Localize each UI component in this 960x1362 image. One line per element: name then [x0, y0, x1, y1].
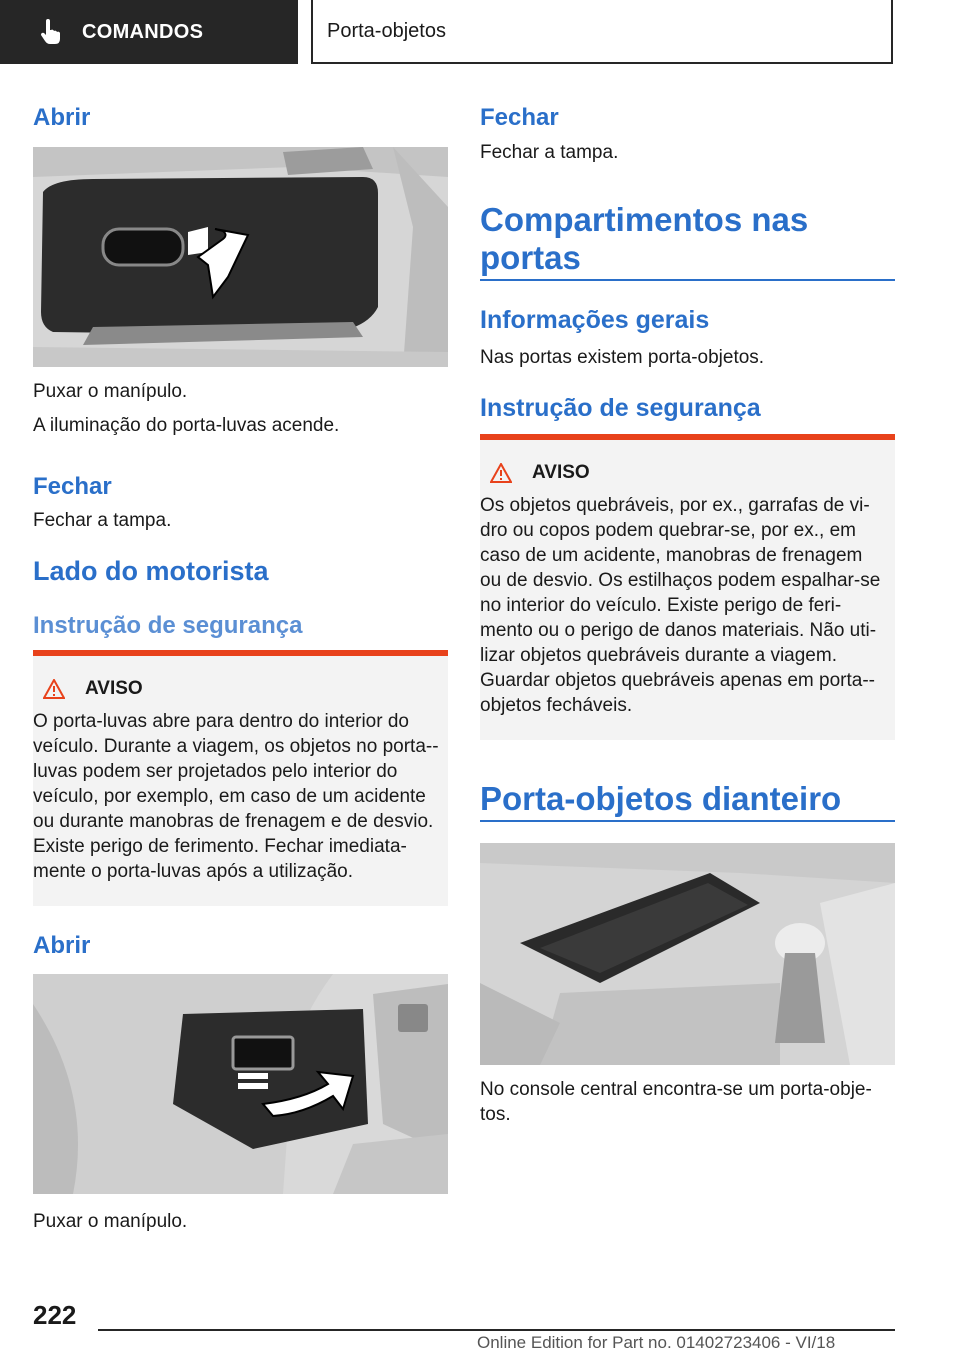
- front-storage-heading: Porta-objetos dianteiro: [480, 780, 842, 817]
- glovebox-open-figure: [33, 147, 448, 367]
- warning-triangle-icon: [490, 463, 512, 483]
- fechar-heading-right: Fechar: [480, 104, 559, 131]
- edition-text: Online Edition for Part no. 01402723406 - VI/18: [477, 1333, 836, 1352]
- fechar-heading: Fechar: [33, 473, 112, 500]
- page-number: 222: [33, 1300, 77, 1330]
- driver-side-heading: Lado do motorista: [33, 556, 269, 586]
- footer-rule: [98, 1329, 895, 1331]
- page-topic-header: [311, 0, 893, 64]
- safety-heading-left: Instrução de segurança: [33, 612, 303, 639]
- warning-text: O porta-luvas abre para dentro do interior do veículo. Durante a viagem, os objetos no porta--luvas podem ser projetados pelo interior do veículo, por exemplo, em caso de um acidente ou durante manobras de frenagem e de desvio. Existe perigo de ferimento. Fechar imediata-mente o porta-luvas após a utilização.: [33, 711, 439, 882]
- pointing-hand-icon: [40, 19, 62, 45]
- driver-storage-open-figure: [33, 974, 448, 1194]
- warning-header: [43, 678, 143, 700]
- section-tab[interactable]: [0, 0, 298, 64]
- abrir-text-2: A iluminação do porta-luvas acende.: [33, 415, 340, 436]
- fechar-text: Fechar a tampa.: [33, 510, 172, 531]
- warning-label-right: AVISO: [532, 462, 590, 483]
- warning-text-right: Os objetos quebráveis, por ex., garrafas de vi-dro ou copos podem quebrar-se, por ex., em caso de um acidente, manobras de frenagem ou de desvio. Os estilhaços podem espalhar-se no interior do veículo. Existe perigo de feri-mento ou o perigo de danos materiais. Não uti-lizar objetos quebráveis durante a viagem. Guardar objetos quebráveis apenas em porta--objetos fecháveis.: [480, 495, 881, 716]
- heading-rule: [480, 279, 895, 281]
- general-info-text: Nas portas existem porta-objetos.: [480, 347, 765, 368]
- warning-triangle-icon: [43, 679, 65, 699]
- abrir-2-text: Puxar o manípulo.: [33, 1211, 188, 1232]
- fechar-text-right: Fechar a tampa.: [480, 142, 619, 163]
- abrir-text-1: Puxar o manípulo.: [33, 381, 188, 402]
- abrir-heading-2: Abrir: [33, 932, 91, 959]
- front-storage-text: No console central encontra-se um porta-obje-tos.: [480, 1079, 872, 1125]
- warning-box-right: [480, 434, 895, 740]
- warning-header-right: [490, 462, 590, 484]
- safety-heading-right: Instrução de segurança: [480, 394, 761, 422]
- warning-label: AVISO: [85, 678, 143, 699]
- door-compartments-heading: Compartimentos nas portas: [480, 201, 809, 276]
- general-info-heading: Informações gerais: [480, 306, 710, 334]
- center-console-figure: [480, 843, 895, 1065]
- section-tab-label: COMANDOS: [82, 20, 204, 43]
- page-topic: Porta-objetos: [327, 19, 446, 42]
- heading-rule-2: [480, 820, 895, 822]
- warning-box-left: [33, 650, 448, 906]
- abrir-heading: Abrir: [33, 104, 91, 131]
